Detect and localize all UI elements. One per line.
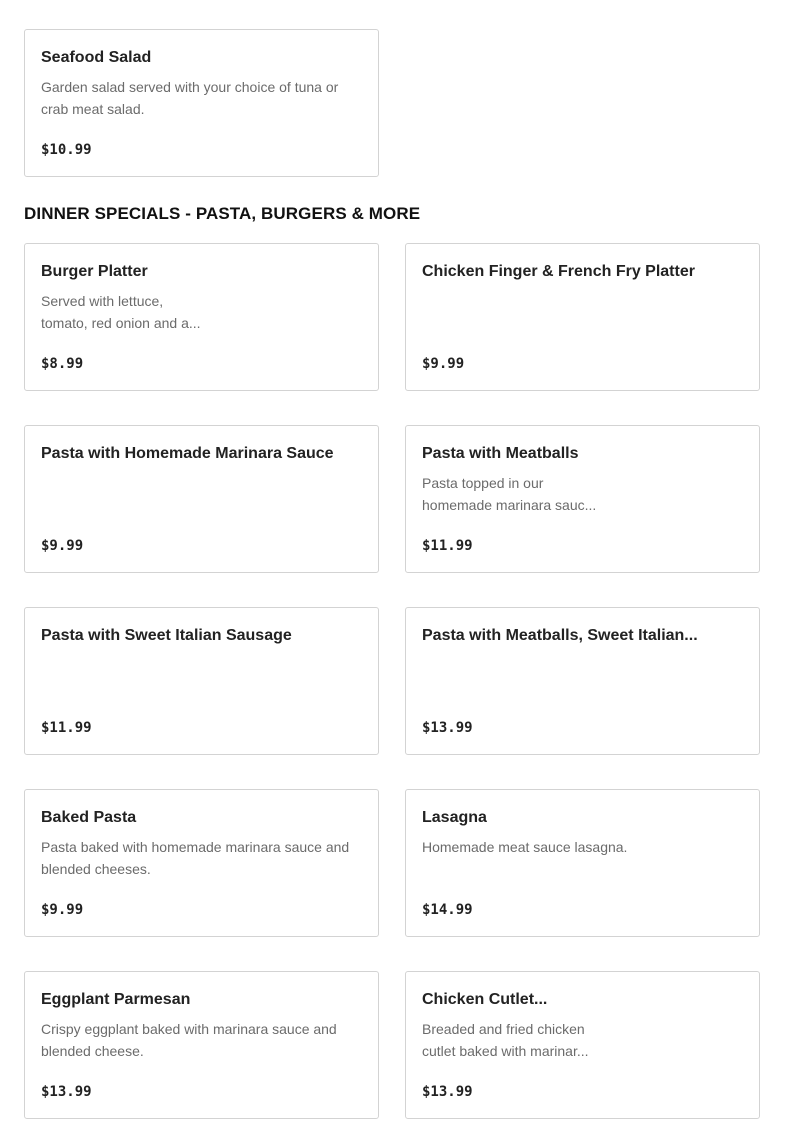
menu-item-price: $13.99: [422, 1084, 473, 1100]
menu-item-price: $10.99: [41, 142, 92, 158]
menu-item-card[interactable]: [24, 971, 379, 1119]
menu-item-name: Pasta with Meatballs, Sweet Italian...: [422, 627, 698, 644]
menu-item-price: $8.99: [41, 356, 84, 372]
menu-item-card[interactable]: [24, 607, 379, 755]
menu-item-price: $11.99: [41, 720, 92, 736]
menu-item-card[interactable]: [24, 243, 379, 391]
menu-item-price: $11.99: [422, 538, 473, 554]
menu-item-name: Seafood Salad: [41, 49, 152, 66]
menu-item-description: Served with lettuce, tomato, red onion and a...: [41, 293, 201, 331]
menu-item-name: Burger Platter: [41, 263, 148, 280]
menu-item-name: Chicken Finger & French Fry Platter: [422, 263, 695, 280]
menu-item-card[interactable]: [405, 789, 760, 937]
menu-item-card[interactable]: [24, 425, 379, 573]
menu-item-description: Garden salad served with your choice of tuna or crab meat salad.: [41, 79, 339, 117]
menu-item-price: $9.99: [41, 902, 84, 918]
menu-item-card[interactable]: [405, 607, 760, 755]
menu-item-description: Homemade meat sauce lasagna.: [422, 839, 628, 855]
menu-item-description: Pasta baked with homemade marinara sauce and blended cheeses.: [41, 839, 350, 877]
menu-item-name: Chicken Cutlet...: [422, 991, 548, 1008]
menu-item-card[interactable]: [405, 243, 760, 391]
menu-item-price: $13.99: [41, 1084, 92, 1100]
menu-item-card[interactable]: [405, 425, 760, 573]
menu-item-name: Lasagna: [422, 809, 487, 826]
menu-item-price: $9.99: [41, 538, 84, 554]
menu-item-price: $13.99: [422, 720, 473, 736]
menu-item-price: $9.99: [422, 356, 465, 372]
menu-item-price: $14.99: [422, 902, 473, 918]
menu-item-card[interactable]: [405, 971, 760, 1119]
section-title: DINNER SPECIALS - PASTA, BURGERS & MORE: [24, 204, 421, 223]
menu-item-description: Pasta topped in our homemade marinara sauc...: [422, 475, 597, 513]
menu-item-name: Pasta with Sweet Italian Sausage: [41, 627, 292, 644]
menu-item-name: Baked Pasta: [41, 809, 137, 826]
menu-item-card[interactable]: [24, 789, 379, 937]
menu-item-description: Breaded and fried chicken cutlet baked with marinar...: [422, 1021, 589, 1059]
menu-item-name: Pasta with Homemade Marinara Sauce: [41, 445, 334, 462]
menu-item-description: Crispy eggplant baked with marinara sauce and blended cheese.: [41, 1021, 337, 1059]
menu-item-name: Eggplant Parmesan: [41, 991, 191, 1008]
menu-item-name: Pasta with Meatballs: [422, 445, 579, 462]
menu-item-card[interactable]: [24, 29, 379, 177]
